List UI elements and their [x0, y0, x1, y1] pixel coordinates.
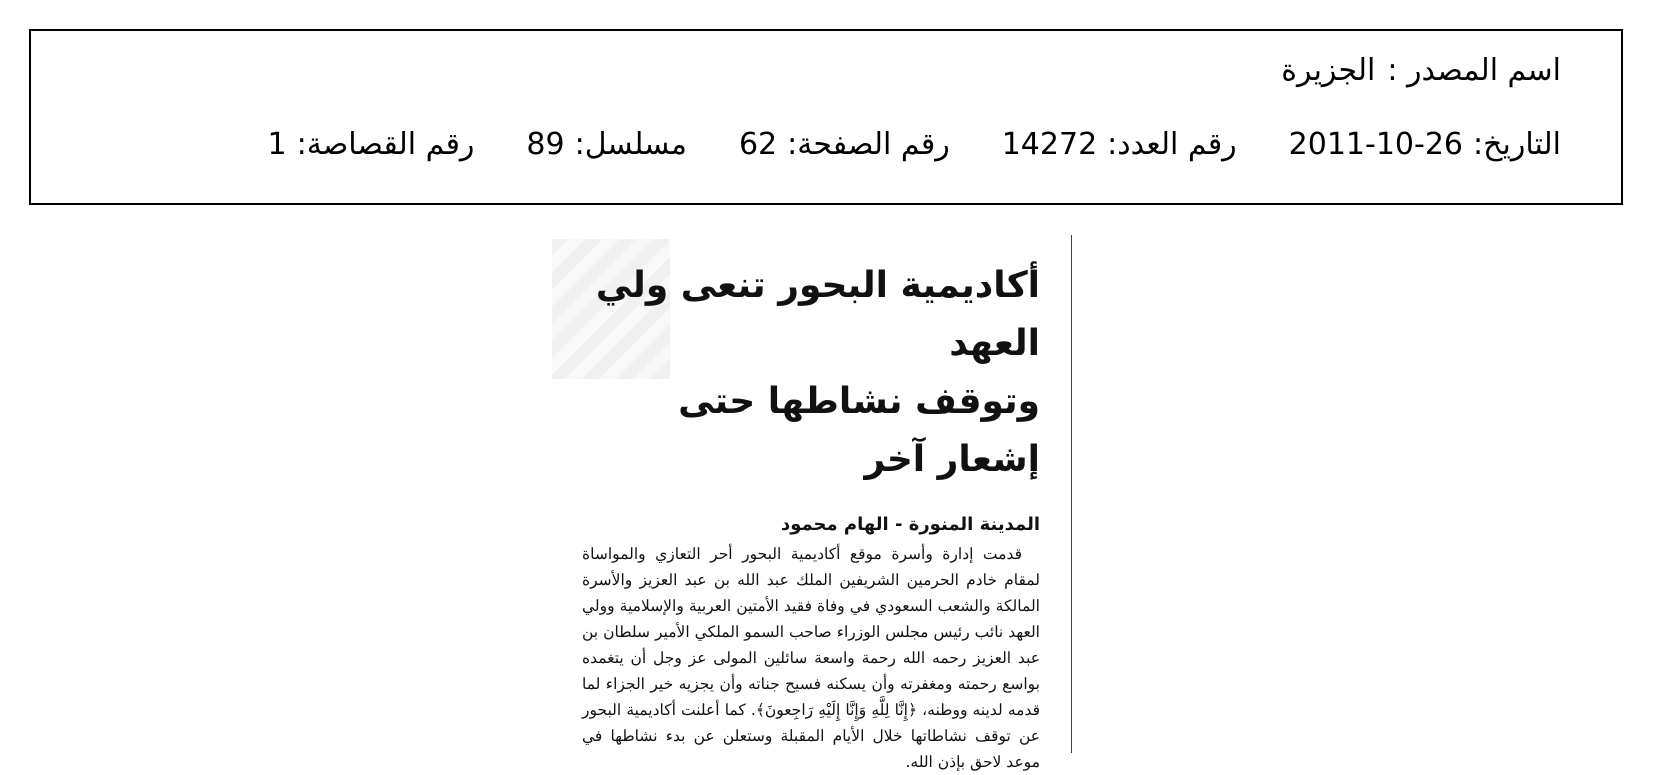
headline-line-1: أكاديمية البحور تنعى ولي العهد — [595, 265, 1040, 364]
page-field — [739, 127, 950, 162]
source-value: الجزيرة — [1281, 53, 1376, 88]
issue-value: 14272 — [1001, 127, 1098, 162]
page-label: رقم الصفحة: — [787, 127, 950, 162]
headline-line-2: وتوقف نشاطها حتى إشعار آخر — [678, 381, 1040, 480]
article-headline — [582, 257, 1040, 489]
source-line — [1143, 53, 1561, 88]
article-byline: المدينة المنورة - الهام محمود — [780, 514, 1040, 535]
details-line — [268, 127, 1561, 162]
issue-label: رقم العدد: — [1107, 127, 1237, 162]
article-body: قدمت إدارة وأسرة موقع أكاديمية البحور أحر التعازي والمواساة لمقام خادم الحرمين الشريفين الملك عبد الله بن عبد العزيز والأسرة المالكة والشعب السعودي في وفاة فقيد الأمتين العربية والإسلامية وولي العهد نائب رئيس مجلس الوزراء صاحب السمو الملكي الأمير سلطان بن عبد العزيز رحمه الله رحمة واسعة سائلين المولى عز وجل أن يتغمده بواسع رحمته ومغفرته وأن يسكنه فسيح جناته وأن يجزيه خير الجزاء لما قدمه لدينه ووطنه، ﴿إِنَّا لِلَّهِ وَإِنَّا إِلَيْهِ رَاجِعونَ﴾. كما أعلنت أكاديمية البحور عن توقف نشاطاتها خلال الأيام المقبلة وستعلن عن بدء نشاطها في موعد لاحق بإذن الله. — [582, 545, 1040, 771]
date-value: 2011-10-26 — [1288, 127, 1464, 162]
newspaper-clipping — [540, 235, 1072, 771]
date-label: التاريخ: — [1473, 127, 1561, 162]
clip-value: 1 — [267, 127, 287, 162]
source-info-box — [29, 29, 1623, 205]
date-field — [1289, 127, 1561, 162]
clip-field — [268, 127, 475, 162]
serial-field — [526, 127, 687, 162]
page-value: 62 — [738, 127, 778, 162]
clip-label: رقم القصاصة: — [296, 127, 475, 162]
issue-field — [1002, 127, 1237, 162]
serial-value: 89 — [526, 127, 565, 162]
article — [582, 257, 1040, 775]
serial-label: مسلسل: — [574, 127, 687, 162]
source-label: اسم المصدر : — [1387, 53, 1561, 88]
column-divider — [1071, 235, 1072, 753]
